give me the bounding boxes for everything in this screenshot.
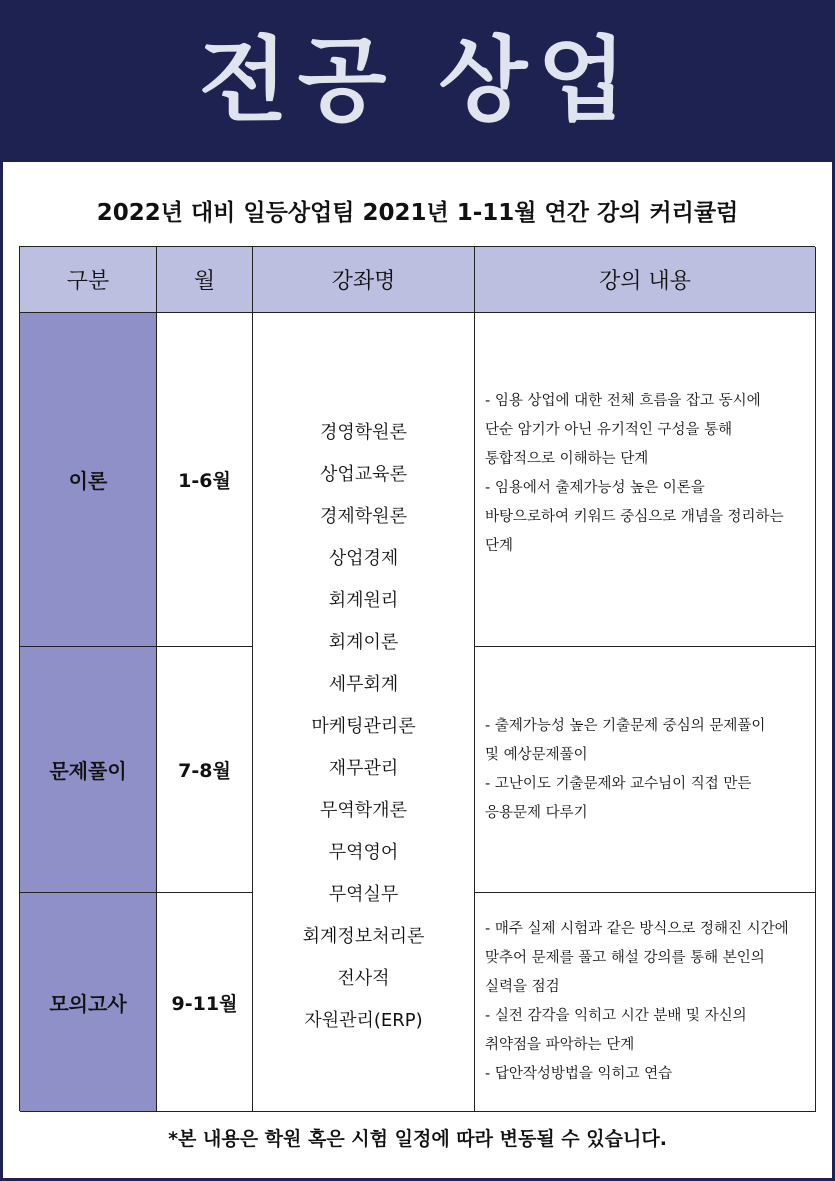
month-cell-theory: 1-6월 bbox=[157, 313, 253, 647]
course-name: 마케팅관리론 bbox=[311, 716, 416, 737]
footnote: *본 내용은 학원 혹은 시험 일정에 따라 변동될 수 있습니다. bbox=[168, 1128, 667, 1150]
title-banner bbox=[0, 0, 835, 162]
description-line: - 고난이도 기출문제와 교수님이 직접 만든 bbox=[485, 775, 752, 792]
course-name: 경제학원론 bbox=[320, 506, 407, 527]
course-name: 무역학개론 bbox=[320, 800, 407, 821]
description-line: - 임용 상업에 대한 전체 흐름을 잡고 동시에 bbox=[485, 393, 761, 409]
course-list-cell bbox=[253, 313, 475, 1112]
description-line: 실력을 점검 bbox=[485, 979, 560, 995]
description-line: 바탕으로하여 키워드 중심으로 개념을 정리하는 bbox=[485, 509, 784, 525]
description-line: 통합적으로 이해하는 단계 bbox=[485, 451, 649, 467]
curriculum-subtitle: 2022년 대비 일등상업팀 2021년 1-11월 연간 강의 커리큘럼 bbox=[96, 200, 739, 226]
category-cell-practice: 문제풀이 bbox=[20, 647, 157, 893]
course-name: 회계원리 bbox=[328, 590, 399, 611]
description-line: 단순 암기가 아닌 유기적인 구성을 통해 bbox=[485, 422, 733, 438]
header-category: 구분 bbox=[20, 247, 157, 313]
course-name: 무역실무 bbox=[328, 884, 399, 905]
description-line: - 답안작성방법을 익히고 연습 bbox=[485, 1066, 673, 1082]
course-name: 전사적 bbox=[337, 968, 390, 989]
description-line: 및 예상문제풀이 bbox=[485, 746, 588, 763]
course-name: 회계이론 bbox=[328, 632, 399, 653]
description-line: - 임용에서 출제가능성 높은 이론을 bbox=[485, 480, 705, 496]
course-name: 자원관리(ERP) bbox=[304, 1010, 423, 1031]
course-name: 경영학원론 bbox=[320, 422, 407, 443]
course-name: 재무관리 bbox=[328, 758, 399, 779]
description-line: 응용문제 다루기 bbox=[485, 804, 588, 821]
header-content: 강의 내용 bbox=[475, 247, 816, 313]
category-cell-mock-exam: 모의고사 bbox=[20, 893, 157, 1112]
course-name: 상업교육론 bbox=[320, 464, 407, 485]
description-line: 취약점을 파악하는 단계 bbox=[485, 1037, 635, 1053]
month-cell-practice: 7-8월 bbox=[157, 647, 253, 893]
category-cell-theory: 이론 bbox=[20, 313, 157, 647]
month-cell-mock-exam: 9-11월 bbox=[157, 893, 253, 1112]
curriculum-table bbox=[19, 246, 815, 1111]
description-line: - 출제가능성 높은 기출문제 중심의 문제풀이 bbox=[485, 717, 766, 734]
description-line: 맞추어 문제를 풀고 해설 강의를 통해 본인의 bbox=[485, 950, 765, 966]
course-name: 회계정보처리론 bbox=[302, 926, 425, 947]
description-line: 단계 bbox=[485, 538, 514, 554]
course-name: 세무회계 bbox=[328, 674, 399, 695]
description-line: - 매주 실제 시험과 같은 방식으로 정해진 시간에 bbox=[485, 921, 789, 937]
description-line: - 실전 감각을 익히고 시간 분배 및 자신의 bbox=[485, 1008, 747, 1024]
course-name: 무역영어 bbox=[328, 842, 399, 863]
page-title: 전공 상업 bbox=[198, 27, 637, 134]
description-cell-practice bbox=[475, 647, 816, 893]
course-name: 상업경제 bbox=[328, 548, 399, 569]
description-cell-theory bbox=[475, 313, 816, 647]
header-course: 강좌명 bbox=[253, 247, 475, 313]
description-cell-mock-exam bbox=[475, 893, 816, 1112]
header-month: 월 bbox=[157, 247, 253, 313]
